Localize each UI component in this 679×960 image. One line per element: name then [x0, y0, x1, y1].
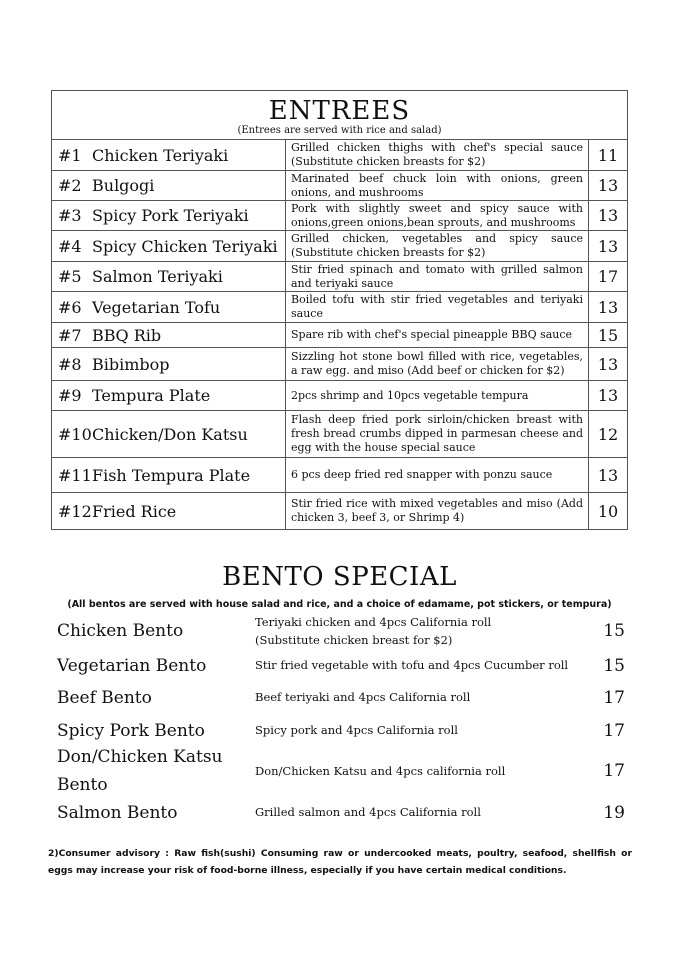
bento-name: Spicy Pork Bento — [57, 721, 205, 741]
consumer-advisory: 2)Consumer advisory : Raw fish(sushi) Consuming raw or undercooked meats, poultry, seafood, shellfish or eggs may increase your risk of food-borne illness, especially if you have certain medical conditions. — [48, 848, 632, 876]
bento-item — [57, 716, 627, 746]
entree-row — [52, 262, 627, 292]
entree-row — [52, 458, 627, 493]
entree-description: Stir fried spinach and tomato with grilled salmon and teriyaki sauce — [291, 262, 583, 290]
bento-name: Don/Chicken Katsu Bento — [57, 747, 223, 795]
entree-price: 13 — [597, 354, 619, 374]
entrees-title: ENTREES — [268, 96, 411, 126]
entree-price: 13 — [597, 297, 619, 317]
entree-row — [52, 292, 627, 323]
entree-name: Chicken Teriyaki — [92, 145, 229, 165]
entree-price: 13 — [597, 206, 619, 225]
entree-number: #3 — [58, 206, 82, 225]
bento-item — [57, 615, 627, 651]
bento-price: 17 — [603, 721, 625, 741]
entree-row — [52, 323, 627, 348]
entree-description: Spare rib with chef's special pineapple BBQ sauce — [291, 328, 573, 341]
bento-description: Beef teriyaki and 4pcs California roll — [255, 690, 471, 704]
entree-row — [52, 411, 627, 458]
entree-name: Spicy Pork Teriyaki — [92, 206, 249, 225]
entree-row — [52, 348, 627, 381]
bento-price: 17 — [603, 688, 625, 708]
entree-price: 17 — [597, 267, 619, 286]
bento-title: BENTO SPECIAL — [222, 562, 457, 592]
entree-number: #12 — [58, 501, 92, 521]
entree-description: Pork with slightly sweet and spicy sauce with onions,green onions,bean sprouts, and mushrooms — [291, 201, 583, 229]
entree-name: Vegetarian Tofu — [92, 297, 221, 317]
entrees-header — [52, 91, 627, 140]
entree-name: BBQ Rib — [92, 325, 162, 345]
entree-number: #8 — [58, 354, 82, 374]
entree-price: 13 — [597, 465, 619, 485]
entree-name: Fried Rice — [92, 501, 177, 521]
entree-price: 13 — [597, 236, 619, 256]
entree-description: Sizzling hot stone bowl filled with rice, vegetables, a raw egg. and miso (Add beef or chicken for $2) — [291, 350, 583, 377]
bento-price: 17 — [603, 761, 625, 781]
entree-row — [52, 171, 627, 201]
entree-description: Grilled chicken, vegetables and spicy sauce (Substitute chicken breasts for $2) — [291, 232, 583, 259]
entree-price: 13 — [597, 176, 619, 195]
entree-row — [52, 140, 627, 171]
entree-number: #1 — [58, 145, 82, 165]
entree-description: Flash deep fried pork sirloin/chicken breast with fresh bread crumbs dipped in parmesan cheese and egg with the house special sauce — [291, 413, 583, 454]
entree-number: #7 — [58, 325, 82, 345]
entree-price: 10 — [597, 501, 619, 521]
bento-description: Grilled salmon and 4pcs California roll — [255, 805, 481, 819]
entree-number: #11 — [58, 465, 92, 485]
entree-number: #6 — [58, 297, 82, 317]
bento-price: 15 — [603, 621, 625, 641]
entree-number: #5 — [58, 267, 82, 286]
entree-price: 13 — [597, 386, 619, 405]
entree-price: 15 — [597, 325, 619, 345]
bento-description: Teriyaki chicken and 4pcs California roll (Substitute chicken breast for $2) — [255, 615, 492, 647]
bento-price: 19 — [603, 803, 625, 823]
entree-row — [52, 493, 627, 529]
entree-description: Marinated beef chuck loin with onions, green onions, and mushrooms — [291, 171, 583, 199]
entree-number: #4 — [58, 236, 82, 256]
entree-number: #9 — [58, 386, 82, 405]
entree-row — [52, 381, 627, 411]
bento-note: (All bentos are served with house salad and rice, and a choice of edamame, pot stickers, or tempura) — [67, 599, 612, 610]
entree-name: Spicy Chicken Teriyaki — [92, 236, 278, 256]
entree-name: Bulgogi — [92, 176, 155, 195]
bento-item — [57, 743, 627, 799]
entree-description: Boiled tofu with stir fried vegetables and teriyaki sauce — [291, 293, 583, 320]
entree-number: #2 — [58, 176, 82, 195]
entrees-table — [51, 90, 628, 530]
entree-description: Stir fried rice with mixed vegetables and miso (Add chicken 3, beef 3, or Shrimp 4) — [291, 497, 583, 524]
bento-item — [57, 651, 627, 681]
bento-description: Stir fried vegetable with tofu and 4pcs Cucumber roll — [255, 658, 569, 672]
entree-price: 11 — [597, 145, 619, 165]
bento-name: Vegetarian Bento — [57, 656, 207, 676]
entree-description: 2pcs shrimp and 10pcs vegetable tempura — [291, 388, 529, 402]
entree-row — [52, 201, 627, 231]
entree-description: 6 pcs deep fried red snapper with ponzu sauce — [291, 468, 553, 481]
bento-name: Salmon Bento — [57, 803, 178, 823]
bento-item — [57, 799, 627, 829]
entree-number: #10 — [58, 424, 92, 444]
entree-row — [52, 231, 627, 262]
entree-name: Tempura Plate — [92, 386, 211, 405]
bento-price: 15 — [603, 656, 625, 676]
entree-name: Bibimbop — [92, 354, 170, 374]
entrees-note: (Entrees are served with rice and salad) — [237, 125, 442, 136]
bento-name: Beef Bento — [57, 688, 152, 708]
entree-name: Chicken/Don Katsu — [92, 424, 248, 444]
bento-name: Chicken Bento — [57, 621, 184, 641]
entree-price: 12 — [597, 424, 619, 444]
bento-description: Don/Chicken Katsu and 4pcs california roll — [255, 764, 506, 778]
bento-description: Spicy pork and 4pcs California roll — [255, 723, 458, 737]
entree-description: Grilled chicken thighs with chef's special sauce (Substitute chicken breasts for $2) — [291, 141, 583, 168]
entree-name: Salmon Teriyaki — [92, 267, 223, 286]
entree-name: Fish Tempura Plate — [92, 465, 251, 485]
bento-item — [57, 683, 627, 713]
